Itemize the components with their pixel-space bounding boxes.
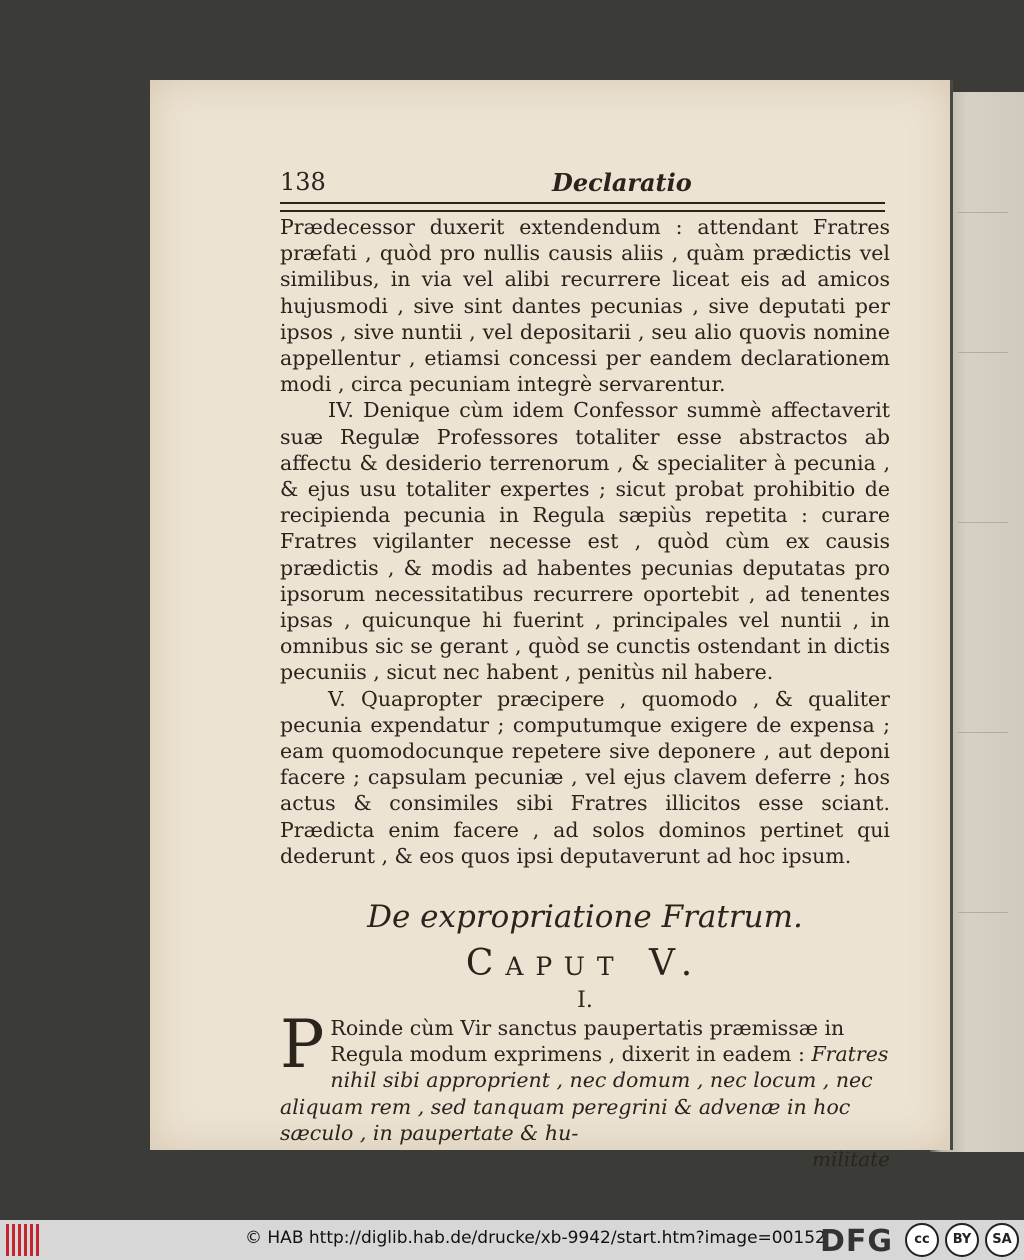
drop-capital: P	[280, 1006, 325, 1084]
paragraph-v: V. Quapropter præcipere , quomodo , & qualiter pecunia expendatur ; computumque exigere de expensa ; eam quomodocunque repetere sive deponere , aut deponi facere ; capsulam pecuniæ , vel ejus clavem deferre ; hos actus & consimiles sibi Fratres illicitos esse sciant. Prædicta enim facere , ad solos dominos pertinet qui dederunt , & eos quos ipsi deputaverunt ad hoc ipsum.	[280, 686, 890, 868]
body-text	[280, 214, 890, 869]
header-rule	[280, 202, 885, 212]
hab-logo-icon	[6, 1224, 40, 1256]
final-text-roman: Roinde cùm Vir sanctus paupertatis præmissæ in Regula modum exprimens , dixerit in eadem :	[330, 1016, 845, 1067]
final-text-italic: Fratres nihil sibi approprient , nec domum , nec locum , nec aliquam rem , sed tanquam peregrini & advenæ in hoc sæculo , in paupertate & hu-	[280, 1042, 889, 1145]
cc-license-badge[interactable]	[905, 1223, 1020, 1257]
section-heading: De expropriatione Fratrum.	[367, 899, 803, 936]
paragraph-continuation: Prædecessor duxerit extendendum : attendant Fratres præfati , quòd pro nullis causis aliis , quàm prædictis vel similibus, in via vel alibi recurrere liceat eis ad amicos hujusmodi , sive sint dantes pecunias , sive deputati per ipsos , sive nuntii , vel depositarii , seu alio quovis nomine appellentur , etiamsi concessi per eandem declarationem modi , circa pecuniam integrè servarentur.	[280, 215, 890, 397]
chapter-title: Caput V.	[465, 943, 705, 985]
copyright-link[interactable]: © HAB http://diglib.hab.de/drucke/xb-9942/start.htm?image=00152	[245, 1228, 826, 1248]
cc-icon: cc	[905, 1223, 939, 1257]
page-number: 138	[280, 168, 326, 196]
final-paragraph	[280, 1006, 890, 1146]
by-icon: BY	[945, 1223, 979, 1257]
running-head	[280, 168, 890, 202]
sa-icon: SA	[985, 1223, 1019, 1257]
running-title: Declaratio	[552, 168, 692, 197]
section-numeral: I.	[577, 988, 593, 1014]
viewer-footer	[0, 1220, 1024, 1260]
page-content	[280, 168, 890, 1172]
book-page	[150, 80, 953, 1172]
paragraph-iv: IV. Denique cùm idem Confessor summè affectaverit suæ Regulæ Professores totaliter esse abstractos ab affectu & desiderio terrenorum , & specialiter à pecunia , & ejus usu totaliter expertes ; sicut probat prohibitio de recipienda pecunia in Regula sæpiùs repetita : curare Fratres vigilanter necesse est , quòd cùm ex causis prædictis , & modis ad habentes pecunias deputatas pro ipsorum necessitatibus recurrere oportebit , ad tenentes ipsas , quicunque hi fuerint , principales vel nuntii , in omnibus sic se gerant , quòd se cunctis ostendant in dictis pecuniis , sicut nec habent , penitùs nil habere.	[280, 398, 890, 685]
dfg-logo: DFG	[820, 1224, 894, 1259]
catchword: militate	[812, 1147, 890, 1172]
